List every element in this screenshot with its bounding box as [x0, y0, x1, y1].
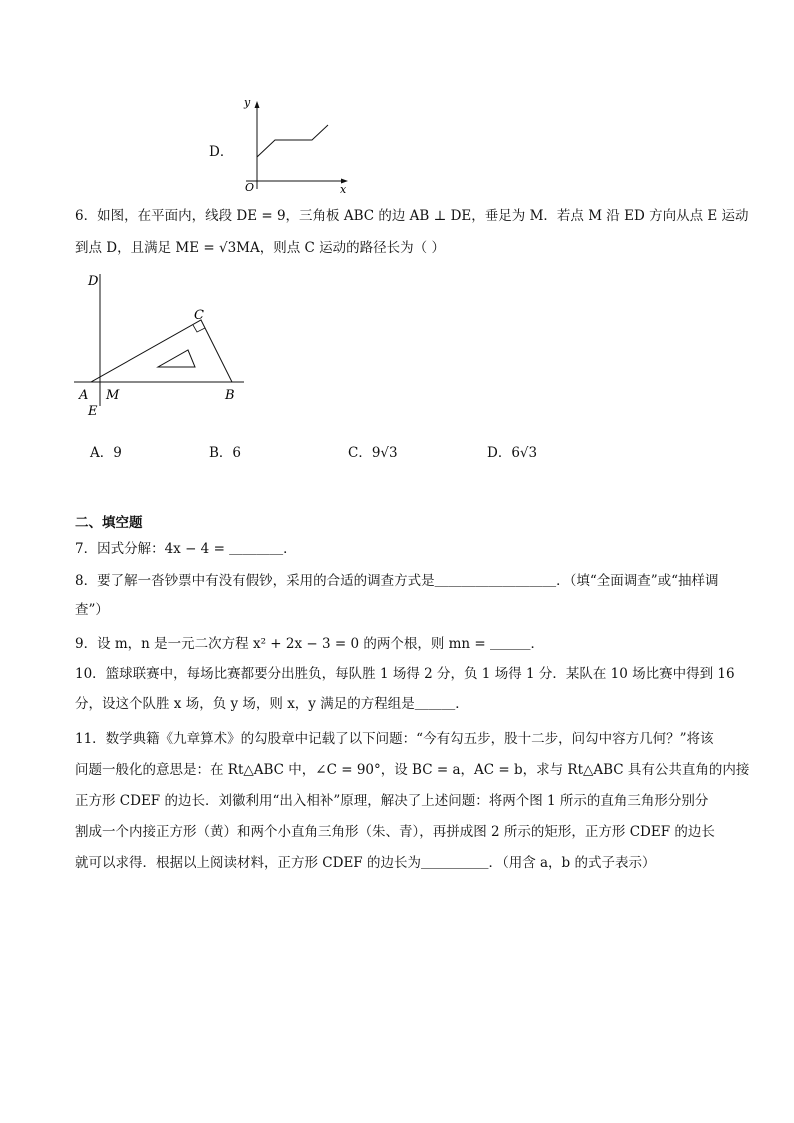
axis-y-label: y [244, 96, 251, 109]
label-B: B [225, 388, 235, 403]
axis-x-label: x [340, 183, 347, 196]
q6-option-b[interactable]: B．6 [209, 445, 242, 461]
label-A: A [79, 388, 89, 403]
label-E: E [88, 404, 98, 419]
q6-option-d[interactable]: D．6√3 [487, 445, 538, 461]
origin-label: O [245, 181, 255, 194]
q11-line-1: 11．数学典籍《九章算术》的勾股章中记载了以下问题：“今有勾五步，股十二步，问勾中容方几何？”将该 [75, 731, 714, 747]
q11-line-3: 正方形 CDEF 的边长．刘徽利用“出入相补”原理，解决了上述问题：将两个图 1 所示的直角三角形分别分 [75, 793, 709, 809]
q6-figure [70, 266, 260, 422]
q6-option-a[interactable]: A．9 [90, 445, 122, 461]
q11-line-2: 问题一般化的意思是：在 Rt△ABC 中，∠C = 90°，设 BC = a，AC = b，求与 Rt△ABC 具有公共直角的内接 [75, 762, 750, 778]
q6-line-1: 6．如图，在平面内，线段 DE = 9，三角板 ABC 的边 AB ⊥ DE，垂足为 M．若点 M 沿 ED 方向从点 E 运动 [75, 208, 749, 224]
label-M: M [106, 388, 120, 403]
q10-line-2: 分，设这个队胜 x 场，负 y 场，则 x，y 满足的方程组是＿＿＿． [75, 696, 469, 712]
q10-line-1: 10．篮球联赛中，每场比赛都要分出胜负，每队胜 1 场得 2 分，负 1 场得 1 分．某队在 10 场比赛中得到 16 [75, 666, 735, 682]
q5-option-d-graph [236, 95, 351, 197]
q6-line-2: 到点 D，且满足 ME = √3MA，则点 C 运动的路径长为（ ） [75, 240, 445, 256]
q5-option-d-label: D． [209, 144, 234, 160]
q11-line-5: 就可以求得．根据以上阅读材料，正方形 CDEF 的边长为＿＿＿＿＿．（用含 a，b 的式子表示） [75, 855, 656, 871]
label-D: D [88, 274, 99, 289]
q11-line-4: 割成一个内接正方形（黄）和两个小直角三角形（朱、青），再拼成图 2 所示的矩形，正方形 CDEF 的边长 [75, 824, 715, 840]
q6-option-c[interactable]: C．9√3 [348, 445, 398, 461]
q7: 7．因式分解：4x − 4 = ＿＿＿＿． [75, 541, 297, 557]
q8-line-1: 8．要了解一沓钞票中有没有假钞，采用的合适的调查方式是＿＿＿＿＿＿＿＿＿．（填“全面调查”或“抽样调 [75, 573, 719, 589]
section-2-title: 二、填空题 [75, 515, 143, 531]
q9: 9．设 m，n 是一元二次方程 x² + 2x − 3 = 0 的两个根，则 mn = ＿＿＿． [75, 636, 545, 652]
q8-line-2: 查”） [75, 602, 109, 618]
label-C: C [194, 308, 204, 323]
